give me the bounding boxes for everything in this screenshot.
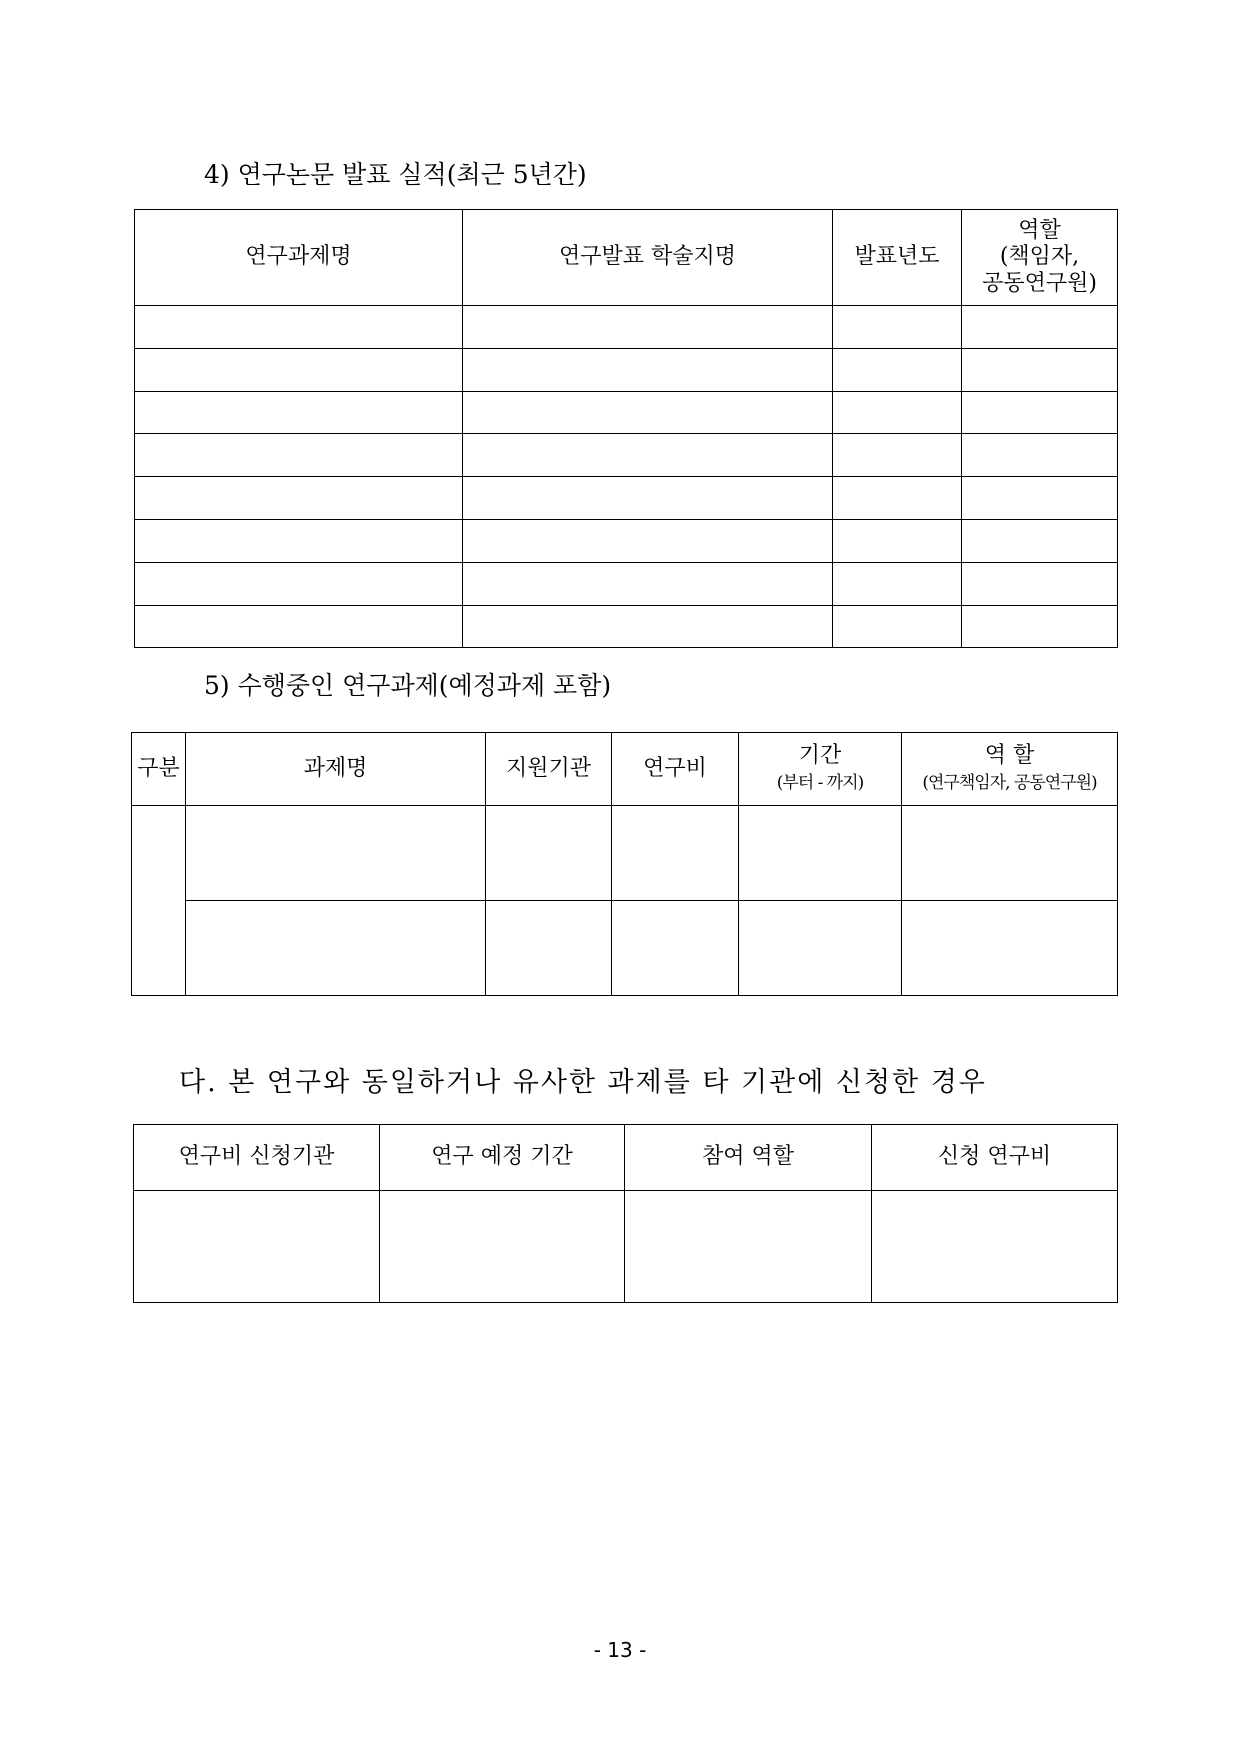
table-cell[interactable] xyxy=(463,519,833,562)
table-cell[interactable] xyxy=(625,1191,872,1303)
page-number: - 13 - xyxy=(593,1638,647,1662)
table-cell[interactable] xyxy=(833,434,962,477)
table-cell[interactable] xyxy=(134,1191,380,1303)
table-cell[interactable] xyxy=(135,348,463,391)
table-cell[interactable] xyxy=(486,901,612,996)
table-cell[interactable] xyxy=(833,605,962,648)
table-row xyxy=(135,562,1118,605)
table-cell[interactable] xyxy=(962,434,1118,477)
header-applied-agency: 연구비 신청기관 xyxy=(134,1125,380,1191)
header-project-name: 과제명 xyxy=(186,733,486,806)
table-cell[interactable] xyxy=(463,605,833,648)
table-cell[interactable] xyxy=(486,806,612,901)
table-header-row xyxy=(134,1125,1118,1191)
table-row xyxy=(135,348,1118,391)
section-5-title: 5) 수행중인 연구과제(예정과제 포함) xyxy=(204,671,612,700)
table-cell[interactable] xyxy=(612,806,739,901)
table-cell[interactable] xyxy=(833,562,962,605)
header-requested-budget: 신청 연구비 xyxy=(872,1125,1118,1191)
table-cell[interactable] xyxy=(962,605,1118,648)
table-row xyxy=(135,391,1118,434)
table-row xyxy=(132,901,1118,996)
table-cell[interactable] xyxy=(135,477,463,520)
table-cell[interactable] xyxy=(833,519,962,562)
table-cell[interactable] xyxy=(902,806,1118,901)
table-row xyxy=(132,806,1118,901)
table-header-row xyxy=(135,210,1118,306)
table-cell[interactable] xyxy=(962,348,1118,391)
section-da-title: 다. 본 연구와 동일하거나 유사한 과제를 타 기관에 신청한 경우 xyxy=(179,1067,987,1098)
header-journal-name: 연구발표 학술지명 xyxy=(463,210,833,306)
publication-table xyxy=(134,209,1118,648)
table-cell[interactable] xyxy=(962,519,1118,562)
table-row xyxy=(135,477,1118,520)
table-cell[interactable] xyxy=(463,306,833,349)
table-cell[interactable] xyxy=(962,391,1118,434)
table-cell[interactable] xyxy=(463,477,833,520)
table-cell[interactable] xyxy=(833,348,962,391)
table-cell[interactable] xyxy=(962,562,1118,605)
table-cell[interactable] xyxy=(872,1191,1118,1303)
table-cell[interactable] xyxy=(833,306,962,349)
table-cell[interactable] xyxy=(962,306,1118,349)
similar-application-table xyxy=(133,1124,1118,1303)
table-cell[interactable] xyxy=(380,1191,625,1303)
table-cell[interactable] xyxy=(739,806,902,901)
table-cell[interactable] xyxy=(833,477,962,520)
table-cell[interactable] xyxy=(739,901,902,996)
header-planned-period: 연구 예정 기간 xyxy=(380,1125,625,1191)
table-row xyxy=(135,519,1118,562)
ongoing-projects-table xyxy=(131,732,1118,996)
table-cell[interactable] xyxy=(463,391,833,434)
table-cell[interactable] xyxy=(135,605,463,648)
table-cell[interactable] xyxy=(135,391,463,434)
header-budget: 연구비 xyxy=(612,733,739,806)
table-cell[interactable] xyxy=(132,806,186,996)
table-cell[interactable] xyxy=(463,434,833,477)
table-row xyxy=(135,605,1118,648)
table-cell[interactable] xyxy=(902,901,1118,996)
table-cell[interactable] xyxy=(186,806,486,901)
section-4-title: 4) 연구논문 발표 실적(최근 5년간) xyxy=(204,160,587,189)
table-cell[interactable] xyxy=(135,562,463,605)
table-cell[interactable] xyxy=(135,519,463,562)
header-funding-agency: 지원기관 xyxy=(486,733,612,806)
table-cell[interactable] xyxy=(833,391,962,434)
table-row xyxy=(135,306,1118,349)
header-role: 역 할 (연구책임자, 공동연구원) xyxy=(902,733,1118,806)
table-header-row xyxy=(132,733,1118,806)
header-category: 구분 xyxy=(132,733,186,806)
table-row xyxy=(135,434,1118,477)
table-cell[interactable] xyxy=(135,306,463,349)
table-cell[interactable] xyxy=(463,562,833,605)
header-period: 기간 (부터 - 까지) xyxy=(739,733,902,806)
header-participation-role: 참여 역할 xyxy=(625,1125,872,1191)
table-cell[interactable] xyxy=(612,901,739,996)
header-year: 발표년도 xyxy=(833,210,962,306)
table-cell[interactable] xyxy=(962,477,1118,520)
table-cell[interactable] xyxy=(463,348,833,391)
header-role: 역할 (책임자, 공동연구원) xyxy=(962,210,1118,306)
table-cell[interactable] xyxy=(135,434,463,477)
table-cell[interactable] xyxy=(186,901,486,996)
header-project-name: 연구과제명 xyxy=(135,210,463,306)
table-row xyxy=(134,1191,1118,1303)
